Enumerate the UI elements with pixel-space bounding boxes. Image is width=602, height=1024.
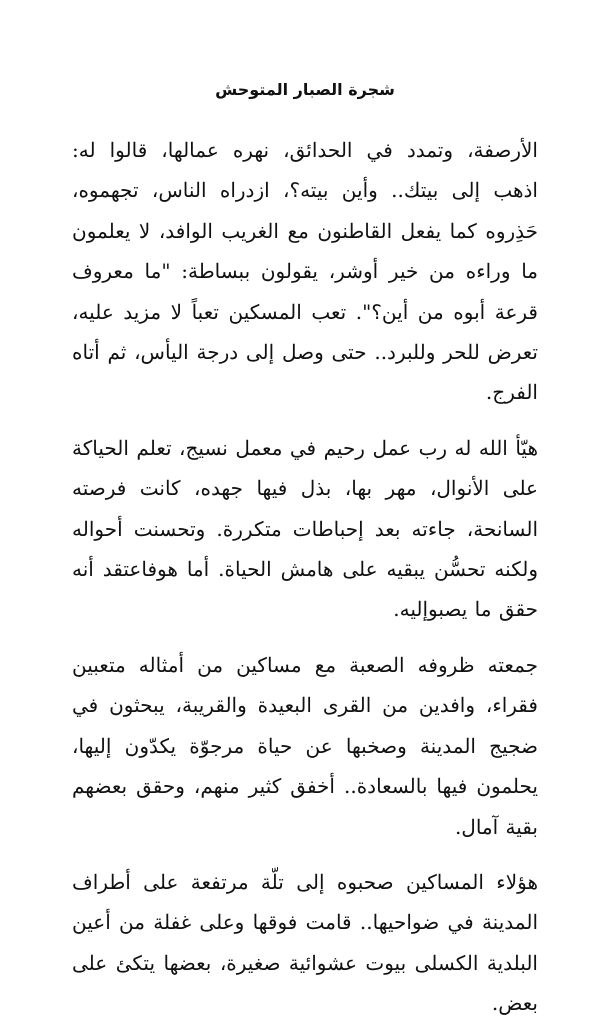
paragraph-3: جمعته ظروفه الصعبة مع مساكين من أمثاله متعبين فقراء، وافدين من القرى البعيدة والقريبة، يبحثون في ضجيج المدينة وصخبها عن حياة مرجوّة يكدّون إليها، يحلمون فيها بالسعادة.. أخفق كثير منهم، وحقق بعضهم بقية آمال. (72, 652, 538, 839)
paragraph-4: هؤلاء المساكين صحبوه إلى تلّة مرتفعة على أطراف المدينة في ضواحيها.. قامت فوقها وعلى غفلة من أعين البلدية الكسلى بيوت عشوائية صغيرة، بعضها يتكئ على بعض. (72, 869, 538, 1016)
chapter-body (72, 130, 538, 1024)
paragraph-2: هيّأ الله له رب عمل رحيم في معمل نسيج، تعلم الحياكة على الأنوال، مهر بها، بذل فيها جهده، كانت فرصته السانحة، جاءته بعد إحباطات متكررة. وتحسنت أحواله ولكنه تحسُّن يبقيه على هامش الحياة. أما هوفاعتقد أنه حقق ما يصبوإليه. (72, 435, 538, 622)
chapter-title: شجرة الصبار المتوحش (215, 80, 395, 99)
paragraph-1: الأرصفة، وتمدد في الحدائق، نهره عمالها، قالوا له: اذهب إلى بيتك.. وأين بيته؟، ازدراه الناس، تجهموه، حَذِروه كما يفعل القاطنون مع الغريب الوافد، لا يعلمون ما وراءه من خير أوشر، يقولون ببساطة: "ما معروف قرعة أبوه من أين؟". تعب المسكين تعباً لا مزيد عليه، تعرض للحر وللبرد.. حتى وصل إلى درجة اليأس، ثم أتاه الفرج. (72, 138, 538, 405)
